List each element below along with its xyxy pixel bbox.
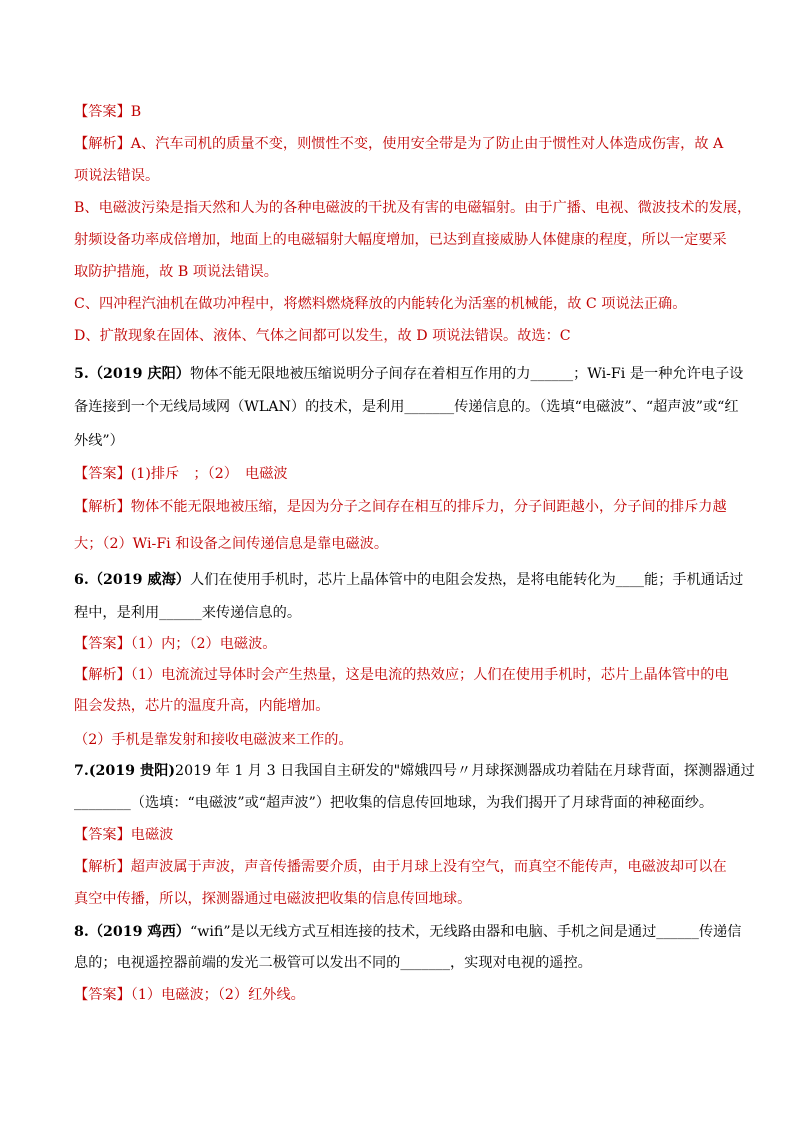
question-source: （2019 庆阳） — [88, 366, 190, 382]
stem-text: 息的；电视遥控器前端的发光二极管可以发出不同的 — [74, 955, 401, 971]
stem-text: 来传递信息的。 — [201, 605, 302, 621]
question-number: 7. — [74, 763, 89, 779]
stem-text: 传递信息的。（选填“电磁波”、“超声波”或“红 — [454, 399, 739, 415]
answer-text: （1）电磁波；（2）红外线。 — [130, 987, 305, 1003]
q8-stem-line-2 — [74, 952, 592, 972]
answer-tag: 【答案】 — [74, 636, 131, 652]
q5-analysis-line-2: 大；（2）Wi-Fi 和设备之间传递信息是靠电磁波。 — [74, 536, 389, 552]
blank: ______ — [656, 924, 699, 940]
analysis-text: 物体不能无限地被压缩，是因为分子之间存在相互的排斥力，分子间距越小，分子间的排斥力越 — [130, 499, 727, 515]
q4-analysis-line-6: C、四冲程汽油机在做功冲程中，将燃料燃烧释放的内能转化为活塞的机械能，故 C 项说法正确。 — [74, 296, 687, 312]
question-number: 5. — [74, 366, 89, 382]
stem-text: 物体不能无限地被压缩说明分子间存在着相互作用的力 — [190, 366, 531, 382]
analysis-text: （1）电流流过导体时会产生热量，这是电流的热效应；人们在使用手机时，芯片上晶体管中的电 — [130, 667, 729, 683]
blank: _______ — [400, 955, 450, 971]
blank: ____ — [615, 572, 645, 588]
q4-analysis-line-7: D、扩散现象在固体、液体、气体之间都可以发生，故 D 项说法错误。故选：C — [74, 328, 571, 344]
q5-stem-line-3: 外线”） — [74, 433, 124, 449]
blank: ______ — [530, 366, 574, 382]
q4-analysis-line-4: 射频设备功率成倍增加，地面上的电磁辐射大幅度增加，已达到直接威胁人体健康的程度，所以一定要采 — [74, 232, 727, 248]
question-number: 8. — [74, 924, 89, 940]
stem-text: ，实现对电视的遥控。 — [449, 955, 592, 971]
q6-analysis-line-3: （2）手机是靠发射和接收电磁波来工作的。 — [74, 732, 353, 748]
answer-tag: 【答案】 — [74, 104, 131, 120]
question-number: 6. — [74, 572, 89, 588]
q6-stem-line-2 — [74, 602, 301, 622]
answer-tag: 【答案】 — [74, 987, 131, 1003]
answer-tag: 【答案】 — [74, 466, 131, 482]
analysis-tag: 【解析】 — [74, 499, 131, 515]
blank: _______ — [404, 399, 455, 415]
q4-analysis-line-1 — [74, 133, 723, 153]
analysis-tag: 【解析】 — [74, 667, 131, 683]
q5-analysis-line-1 — [74, 496, 727, 516]
stem-text: 程中，是利用 — [74, 605, 160, 621]
q4-analysis-line-2: 项说法错误。 — [74, 168, 160, 184]
q6-stem-line-1 — [74, 569, 743, 589]
q4-analysis-line-3: B、电磁波污染是指天然和人为的各种电磁波的干扰及有害的电磁辐射。由于广播、电视、微波技术的发展， — [74, 200, 752, 216]
q4-analysis-line-5: 取防护措施，故 B 项说法错误。 — [74, 264, 278, 280]
q8-answer-line — [74, 984, 305, 1004]
analysis-tag: 【解析】 — [74, 859, 131, 875]
analysis-text: 超声波属于声波，声音传播需要介质，由于月球上没有空气，而真空不能传声，电磁波却可以在 — [130, 859, 727, 875]
q7-stem-line-1 — [74, 760, 755, 780]
q7-analysis-line-2: 真空中传播，所以，探测器通过电磁波把收集的信息传回地球。 — [74, 891, 472, 907]
answer-text: 电磁波 — [130, 827, 174, 843]
stem-text: （选填：“电磁波”或“超声波”）把收集的信息传回地球，为我们揭开了月球背面的神秘面纱。 — [130, 795, 714, 811]
q5-answer-line — [74, 463, 288, 483]
blank: ________ — [74, 795, 131, 811]
stem-text: 2019 年 1 月 3 日我国自主研发的"嫦娥四号〃月球探测器成功着陆在月球背面，探测器通过 — [175, 763, 755, 779]
question-source: (2019 贵阳) — [88, 763, 176, 779]
stem-text: “wifi”是以无线方式互相连接的技术，无线路由器和电脑、手机之间是通过 — [190, 924, 657, 940]
q6-analysis-line-2: 阻会发热，芯片的温度升高，内能增加。 — [74, 698, 330, 714]
q4-answer-line — [74, 101, 141, 121]
stem-text: ；Wi-Fi 是一种允许电子设 — [573, 366, 744, 382]
blank: ______ — [159, 605, 202, 621]
stem-text: 能；手机通话过 — [644, 572, 744, 588]
q7-analysis-line-1 — [74, 856, 727, 876]
q7-stem-line-2 — [74, 792, 713, 812]
question-source: （2019 威海） — [88, 572, 190, 588]
q7-answer-line — [74, 824, 173, 844]
q6-answer-line — [74, 633, 277, 653]
q5-stem-line-2 — [74, 396, 739, 416]
answer-text: B — [130, 104, 142, 120]
question-source: （2019 鸡西） — [88, 924, 190, 940]
q5-stem-line-1 — [74, 363, 743, 383]
q8-stem-line-1 — [74, 921, 741, 941]
analysis-text: A、汽车司机的质量不变，则惯性不变，使用安全带是为了防止由于惯性对人体造成伤害，故 A — [130, 136, 724, 152]
answer-tag: 【答案】 — [74, 827, 131, 843]
analysis-tag: 【解析】 — [74, 136, 131, 152]
q6-analysis-line-1 — [74, 664, 729, 684]
stem-text: 备连接到一个无线局域网（WLAN）的技术，是利用 — [74, 399, 405, 415]
answer-text: （1）内；（2）电磁波。 — [130, 636, 277, 652]
stem-text: 传递信 — [698, 924, 742, 940]
answer-text: (1)排斥 ；（2） 电磁波 — [130, 466, 288, 482]
stem-text: 人们在使用手机时，芯片上晶体管中的电阻会发热，是将电能转化为 — [190, 572, 616, 588]
